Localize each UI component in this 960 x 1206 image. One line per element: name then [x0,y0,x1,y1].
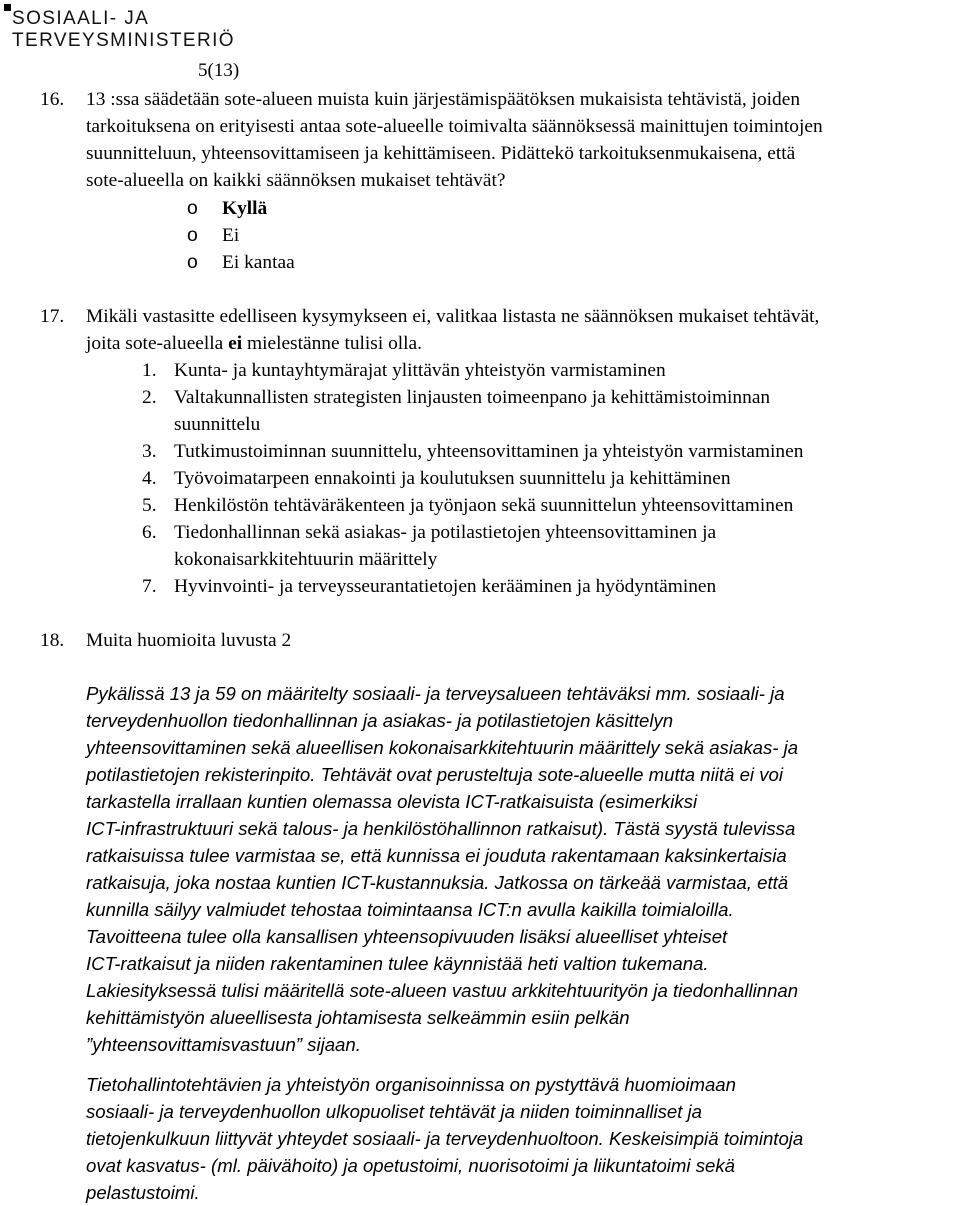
answer-line: kehittämistyön alueellisesta johtamisesta selkeämmin esiin pelkän [86,1007,630,1028]
answer-line: tietojenkulkuun liittyvät yhteydet sosiaali- ja terveydenhuoltoon. Keskeisimpiä toimintoja [86,1128,804,1149]
answer-line: potilastietojen rekisterinpito. Tehtävät ovat perusteltuja sote-alueelle mutta niitä ei voi [86,764,783,785]
answer-line: yhteensovittaminen sekä alueellisen kokonaisarkkitehtuurin määrittely sekä asiakas- ja [86,737,799,758]
ministry-logo-line-1: SOSIAALI- JA [12,8,150,29]
ministry-logo-line-2: TERVEYSMINISTERIÖ [12,30,235,51]
list-item-number: 4. [142,468,157,489]
answer-line: ratkaisuissa tulee varmistaa se, että kunnissa ei jouduta rakentamaan kaksinkertaisia [86,845,787,866]
answer-line: kunnilla säilyy valmiudet tehostaa toimintaansa ICT:n avulla kaikilla toimialoilla. [86,899,734,920]
question-17-line: Mikäli vastasitte edelliseen kysymykseen ei, valitkaa listasta ne säännöksen mukaiset tehtävät, [86,306,820,327]
page-number: 5(13) [198,60,240,81]
question-16-line: suunnitteluun, yhteensovittamiseen ja kehittämiseen. Pidättekö tarkoituksenmukaisena, että [86,143,796,164]
list-item-text: Tiedonhallinnan sekä asiakas- ja potilastietojen yhteensovittaminen ja [174,522,717,543]
answer-line: terveydenhuollon tiedonhallinnan ja asiakas- ja potilastietojen käsittelyn [86,710,674,731]
answer-line: Lakiesityksessä tulisi määritellä sote-alueen vastuu arkkitehtuurityön ja tiedonhallinnan [86,980,799,1001]
list-item-text: Henkilöstön tehtäväräkenteen ja työnjaon sekä suunnittelun yhteensovittaminen [174,495,794,516]
list-item-text: suunnittelu [174,414,261,435]
answer-paragraph-1 [86,680,798,1058]
answer-line: ICT-ratkaisut ja niiden rakentaminen tulee käynnistää heti valtion tukemana. [86,953,709,974]
answer-paragraph-2 [86,1071,803,1206]
list-item-text: Hyvinvointi- ja terveysseurantatietojen kerääminen ja hyödyntäminen [174,576,717,597]
list-item-number: 3. [142,441,157,462]
answer-line: sosiaali- ja terveydenhuollon ulkopuoliset tehtävät ja niiden toiminnalliset ja [86,1101,703,1122]
answer-line: Pykälissä 13 ja 59 on määritelty sosiaali- ja terveysalueen tehtäväksi mm. sosiaali- ja [86,683,785,704]
answer-line: ”yhteensovittamisvastuun” sijaan. [86,1034,361,1055]
list-item-text: Kunta- ja kuntayhtymärajat ylittävän yhteistyön varmistaminen [174,360,666,381]
question-18-number: 18. [40,630,65,651]
list-item-number: 7. [142,576,157,597]
answer-line: ovat kasvatus- (ml. päivähoito) ja opetustoimi, nuorisotoimi ja liikuntatoimi sekä [86,1155,735,1176]
radio-bullet-icon: o [187,197,198,219]
question-17-number: 17. [40,306,65,327]
list-item-text: Tutkimustoiminnan suunnittelu, yhteensovittaminen ja yhteistyön varmistaminen [174,441,804,462]
emphasis-ei: ei [228,333,243,354]
list-item-text: Työvoimatarpeen ennakointi ja koulutuksen suunnittelu ja kehittäminen [174,468,731,489]
list-item-number: 6. [142,522,157,543]
list-item-number: 2. [142,387,157,408]
question-16-line: tarkoituksena on erityisesti antaa sote-alueelle toimivalta säännöksessä mainittujen toimintojen [86,116,823,137]
option-label: Kyllä [222,198,268,219]
logo-square-icon [4,4,11,11]
question-16-line: sote-alueella on kaikki säännöksen mukaiset tehtävät? [86,170,506,191]
answer-line: pelastustoimi. [86,1182,200,1203]
answer-line: Tavoitteena tulee olla kansallisen yhteensopivuuden lisäksi alueelliset yhteiset [86,926,728,947]
option-label: Ei kantaa [222,252,295,273]
answer-line: ICT-infrastruktuuri sekä talous- ja henkilöstöhallinnon ratkaisut). Tästä syystä tulevissa [86,818,796,839]
answer-line: Tietohallintotehtävien ja yhteistyön organisoinnissa on pystyttävä huomioimaan [86,1074,736,1095]
list-item-number: 5. [142,495,157,516]
question-16-number: 16. [40,89,65,110]
list-item-number: 1. [142,360,157,381]
answer-line: tarkastella irrallaan kuntien olemassa olevista ICT-ratkaisuista (esimerkiksi [86,791,698,812]
question-17-line: joita sote-alueella ei mielestänne tulisi olla. [86,333,423,354]
radio-bullet-icon: o [187,251,198,273]
list-item-text: Valtakunnallisten strategisten linjausten toimeenpano ja kehittämistoiminnan [174,387,771,408]
question-18-title: Muita huomioita luvusta 2 [86,630,292,651]
list-item-text: kokonaisarkkitehtuurin määrittely [174,549,438,570]
answer-line: ratkaisuja, joka nostaa kuntien ICT-kustannuksia. Jatkossa on tärkeää varmistaa, että [86,872,789,893]
radio-bullet-icon: o [187,224,198,246]
option-label: Ei [222,225,240,246]
question-16-line: 13 :ssa säädetään sote-alueen muista kuin järjestämispäätöksen mukaisista tehtävistä, joiden [86,89,801,110]
